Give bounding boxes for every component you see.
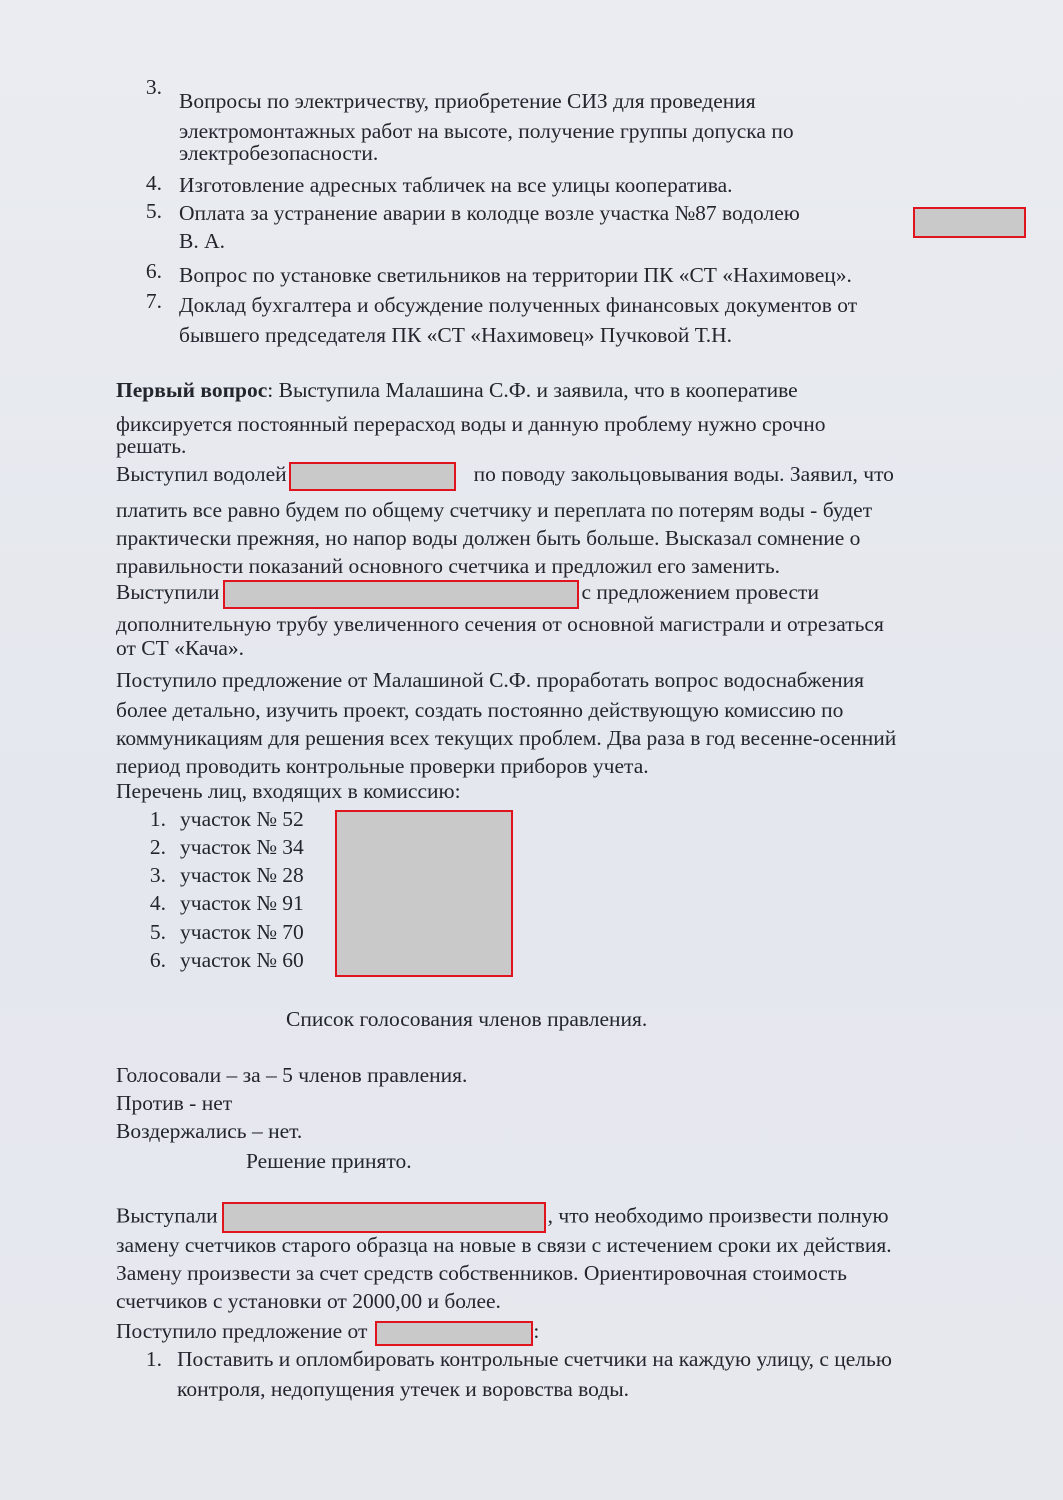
paragraph-line: период проводить контрольные проверки приборов учета. [116, 754, 649, 778]
redaction-box [223, 580, 579, 609]
vystupili-line [116, 579, 819, 609]
vote-for: Голосовали – за – 5 членов правления. [116, 1063, 468, 1087]
list-number: 3. [149, 863, 166, 887]
vystupili-text: с предложением провести [581, 580, 819, 604]
proposal-text: Поставить и опломбировать контрольные счетчики на каждую улицу, с целью [177, 1347, 892, 1371]
commission-item: участок № 60 [180, 948, 304, 972]
redaction-box [335, 810, 513, 977]
offer-text: : [533, 1319, 540, 1343]
agenda-text: электробезопасности. [179, 141, 379, 165]
list-number: 6. [145, 259, 162, 283]
commission-item: участок № 28 [180, 863, 304, 887]
first-question-opening [116, 377, 798, 404]
paragraph-line: более детально, изучить проект, создать постоянно действующую комиссию по [116, 698, 844, 722]
offer-text: Поступило предложение от [116, 1319, 368, 1343]
paragraph-line: дополнительную трубу увеличенного сечения от основной магистрали и отрезаться [116, 612, 884, 636]
redaction-box [289, 462, 456, 491]
paragraph-line: платить все равно будем по общему счетчику и переплата по потерям воды - будет [116, 498, 873, 522]
proposal-text: контроля, недопущения утечек и воровства воды. [177, 1377, 630, 1401]
paragraph-line: счетчиков с установки от 2000,00 и более. [116, 1289, 501, 1313]
paragraph-line: Поступило предложение от Малашиной С.Ф. проработать вопрос водоснабжения [116, 668, 865, 692]
paragraph-line: Замену произвести за счет средств собственников. Ориентировочная стоимость [116, 1261, 847, 1285]
list-number: 1. [149, 807, 166, 831]
commission-item: участок № 52 [180, 807, 304, 831]
first-question-label: Первый вопрос [116, 378, 268, 402]
paragraph-line: коммуникациям для решения всех текущих проблем. Два раза в год весенне-осенний [116, 726, 897, 750]
offer-line [116, 1318, 539, 1346]
agenda-text: В. А. [179, 229, 225, 253]
agenda-text: электромонтажных работ на высоте, получение группы допуска по [179, 119, 794, 143]
vote-heading: Список голосования членов правления. [286, 1007, 648, 1031]
list-number: 5. [149, 920, 166, 944]
redaction-box [913, 207, 1026, 238]
vote-abstained: Воздержались – нет. [116, 1119, 303, 1143]
vodoley-text: Выступил водолей [116, 462, 287, 486]
agenda-text: бывшего председателя ПК «СТ «Нахимовец» Пучковой Т.Н. [179, 323, 732, 347]
list-number: 4. [145, 171, 162, 195]
agenda-text: Изготовление адресных табличек на все улицы кооператива. [179, 173, 733, 197]
list-number: 6. [149, 948, 166, 972]
agenda-text: Доклад бухгалтера и обсуждение полученных финансовых документов от [179, 293, 858, 317]
agenda-text: Оплата за устранение аварии в колодце возле участка №87 водолею [179, 201, 800, 225]
vote-against: Против - нет [116, 1091, 233, 1115]
commission-item: участок № 91 [180, 891, 304, 915]
vystupali-text: , что необходимо произвести полную [547, 1203, 889, 1228]
list-number: 3. [145, 75, 162, 99]
list-number: 1. [145, 1347, 162, 1371]
commission-item: участок № 34 [180, 835, 304, 859]
paragraph-line: практически прежняя, но напор воды должен быть больше. Высказал сомнение о [116, 526, 861, 550]
list-number: 4. [149, 891, 166, 915]
vodoley-text: по поводу закольцовывания воды. Заявил, что [473, 462, 894, 486]
list-number: 5. [145, 199, 162, 223]
vodoley-line [116, 461, 894, 491]
redaction-box [222, 1202, 546, 1233]
list-number: 7. [145, 289, 162, 313]
paragraph-line: от СТ «Кача». [116, 636, 245, 660]
paragraph-line: фиксируется постоянный перерасход воды и данную проблему нужно срочно [116, 412, 826, 436]
commission-heading: Перечень лиц, входящих в комиссию: [116, 779, 461, 803]
paragraph-line: решать. [116, 434, 187, 458]
vystupali-text: Выступали [116, 1203, 218, 1228]
paragraph-line: правильности показаний основного счетчика и предложил его заменить. [116, 554, 781, 578]
commission-item: участок № 70 [180, 920, 304, 944]
vystupili-text: Выступили [116, 580, 220, 604]
agenda-text: Вопрос по установке светильников на территории ПК «СТ «Нахимовец». [179, 263, 852, 287]
list-number: 2. [149, 835, 166, 859]
agenda-text: Вопросы по электричеству, приобретение СИЗ для проведения [179, 89, 756, 113]
vote-decision: Решение принято. [246, 1149, 412, 1173]
redaction-box [375, 1321, 533, 1346]
first-question-text: : Выступила Малашина С.Ф. и заявила, что в кооперативе [267, 378, 798, 402]
vystupali-line [116, 1202, 889, 1233]
paragraph-line: замену счетчиков старого образца на новые в связи с истечением сроки их действия. [116, 1233, 892, 1257]
